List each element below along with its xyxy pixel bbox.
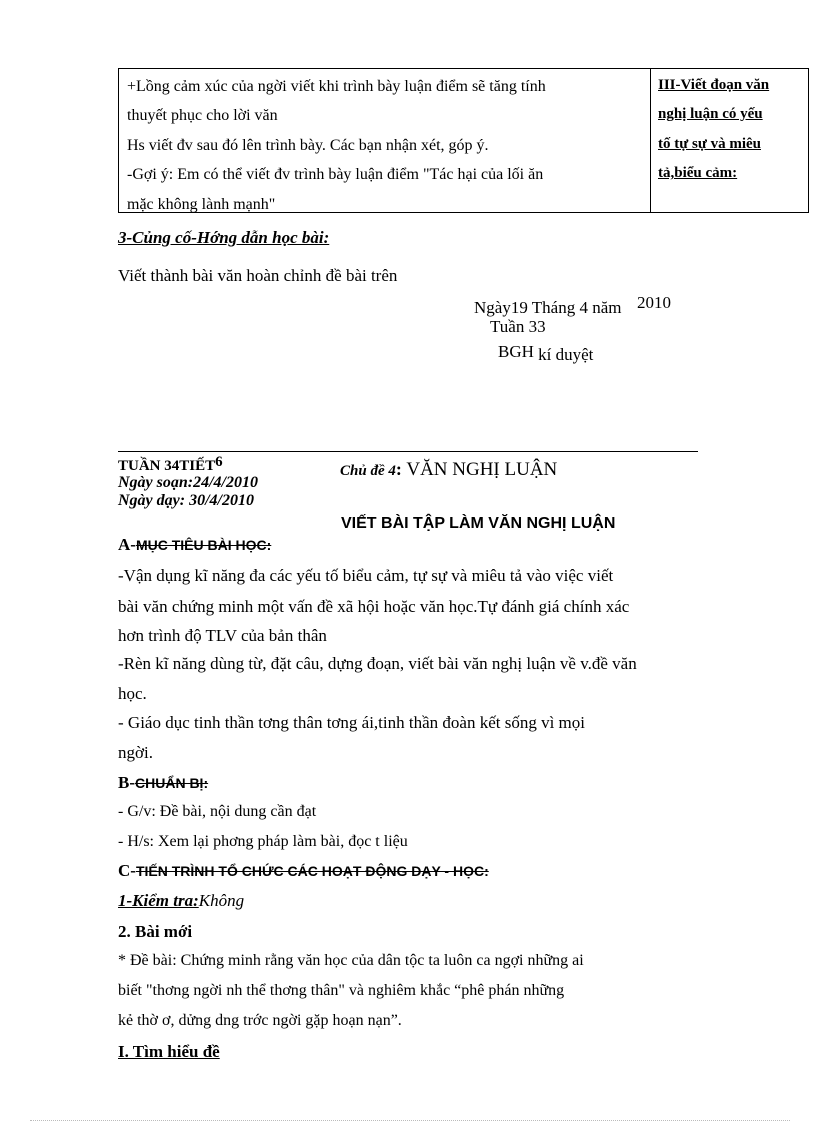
signature-week: Tuần 33 — [490, 317, 546, 336]
topic-text: Chứng minh rằng văn học của dân tộc ta luôn ca ngợi những ai — [180, 952, 584, 969]
date-month: Tháng 4 năm — [531, 298, 622, 317]
separator-line — [118, 451, 698, 452]
week-period-label: TUẦN 34TIẾT — [118, 458, 216, 474]
date-prepared: Ngày soạn:24/4/2010 — [118, 474, 258, 491]
topic-line — [118, 952, 584, 970]
signature-date — [474, 298, 621, 318]
table-left-line: +Lồng cảm xúc của ngời viết khi trình bày luận điểm sẽ tăng tính — [127, 78, 546, 95]
table-left-line: -Gợi ý: Em có thể viết đv trình bày luận điểm "Tác hại của lối ăn — [127, 166, 544, 183]
table-right-heading: III-Viết đoạn văn — [658, 77, 770, 93]
activity-table — [118, 68, 809, 213]
explore-heading: I. Tìm hiểu đề — [118, 1042, 220, 1061]
section-c-heading — [118, 861, 489, 881]
topic-heading: Chủ đề 4: VĂN NGHỊ LUẬN — [340, 459, 558, 480]
topic-prefix: Chủ đề 4 — [340, 463, 396, 479]
section-b-line: - H/s: Xem lại phơng pháp làm bài, đọc t liệu — [118, 833, 408, 850]
section3-text: Viết thành bài văn hoàn chỉnh đề bài trên — [118, 266, 398, 285]
section-a-line: -Rèn kĩ năng dùng từ, đặt câu, dựng đoạn, viết bài văn nghị luận về v.đề văn — [118, 654, 637, 673]
table-left-line: thuyết phục cho lời văn — [127, 107, 278, 124]
section3-heading: 3-Củng cố-Hớng dẫn học bài: — [118, 228, 330, 247]
section-a-line: ngời. — [118, 743, 153, 762]
table-divider — [650, 69, 651, 212]
section-b-title: CHUẨN BỊ: — [135, 775, 209, 791]
section-a-title: MỤC TIÊU BÀI HỌC: — [135, 537, 272, 553]
check-line — [118, 891, 244, 911]
table-right-heading: tả,biểu cảm: — [658, 165, 738, 181]
section-b-heading — [118, 773, 208, 793]
approve-label: kí duyệt — [538, 345, 594, 364]
date-taught: Ngày dạy: 30/4/2010 — [118, 492, 254, 509]
section-b-prefix: B- — [118, 773, 135, 792]
section-a-line: - Giáo dục tinh thần tơng thân tơng ái,tinh thần đoàn kết sống vì mọi — [118, 713, 585, 732]
new-lesson-label: 2. Bài mới — [118, 922, 193, 941]
week-period — [118, 454, 223, 475]
bgh-label: BGH — [498, 342, 534, 361]
table-right-heading: nghị luận có yếu — [658, 106, 763, 122]
section-b-line: - G/v: Đề bài, nội dung cần đạt — [118, 803, 317, 820]
section-a-prefix: A- — [118, 535, 136, 554]
new-lesson-heading — [118, 922, 192, 942]
signature-year: 2010 — [637, 293, 671, 312]
check-label: 1-Kiểm tra: — [118, 891, 199, 910]
section-a-heading — [118, 535, 271, 555]
page-bottom-edge — [30, 1120, 790, 1121]
section-a-line: -Vận dụng kĩ năng đa các yếu tố biểu cảm, tự sự và miêu tả vào việc viết — [118, 566, 614, 585]
topic-line: kẻ thờ ơ, dửng dng trớc ngời gặp hoạn nạn”. — [118, 1012, 402, 1029]
topic-title: VĂN NGHỊ LUẬN — [406, 459, 558, 480]
date-prefix: Ngày — [474, 298, 511, 317]
table-right-heading: tố tự sự và miêu — [658, 136, 761, 152]
check-value: Không — [198, 891, 245, 910]
section-c-prefix: C- — [118, 861, 136, 880]
section-a-line: học. — [118, 684, 147, 703]
lesson-title: VIẾT BÀI TẬP LÀM VĂN NGHỊ LUẬN — [341, 515, 616, 532]
signature-approval — [498, 342, 593, 362]
topic-label: * Đề bài: — [118, 952, 177, 969]
date-day: 19 — [510, 298, 528, 317]
table-left-line: mặc không lành mạnh" — [127, 196, 276, 213]
period-number: 6 — [215, 454, 223, 470]
section-a-line: hơn trình độ TLV của bản thân — [118, 626, 327, 645]
section-a-line: bài văn chứng minh một vấn đề xã hội hoặc văn học.Tự đánh giá chính xác — [118, 597, 630, 616]
topic-line: biết "thơng ngời nh thể thơng thân" và nghiêm khắc “phê phán những — [118, 982, 565, 999]
table-left-line: Hs viết đv sau đó lên trình bày. Các bạn nhận xét, góp ý. — [127, 137, 489, 154]
section-c-title: TIẾN TRÌNH TỔ CHỨC CÁC HOẠT ĐỘNG DẠY - HỌC: — [135, 863, 489, 879]
